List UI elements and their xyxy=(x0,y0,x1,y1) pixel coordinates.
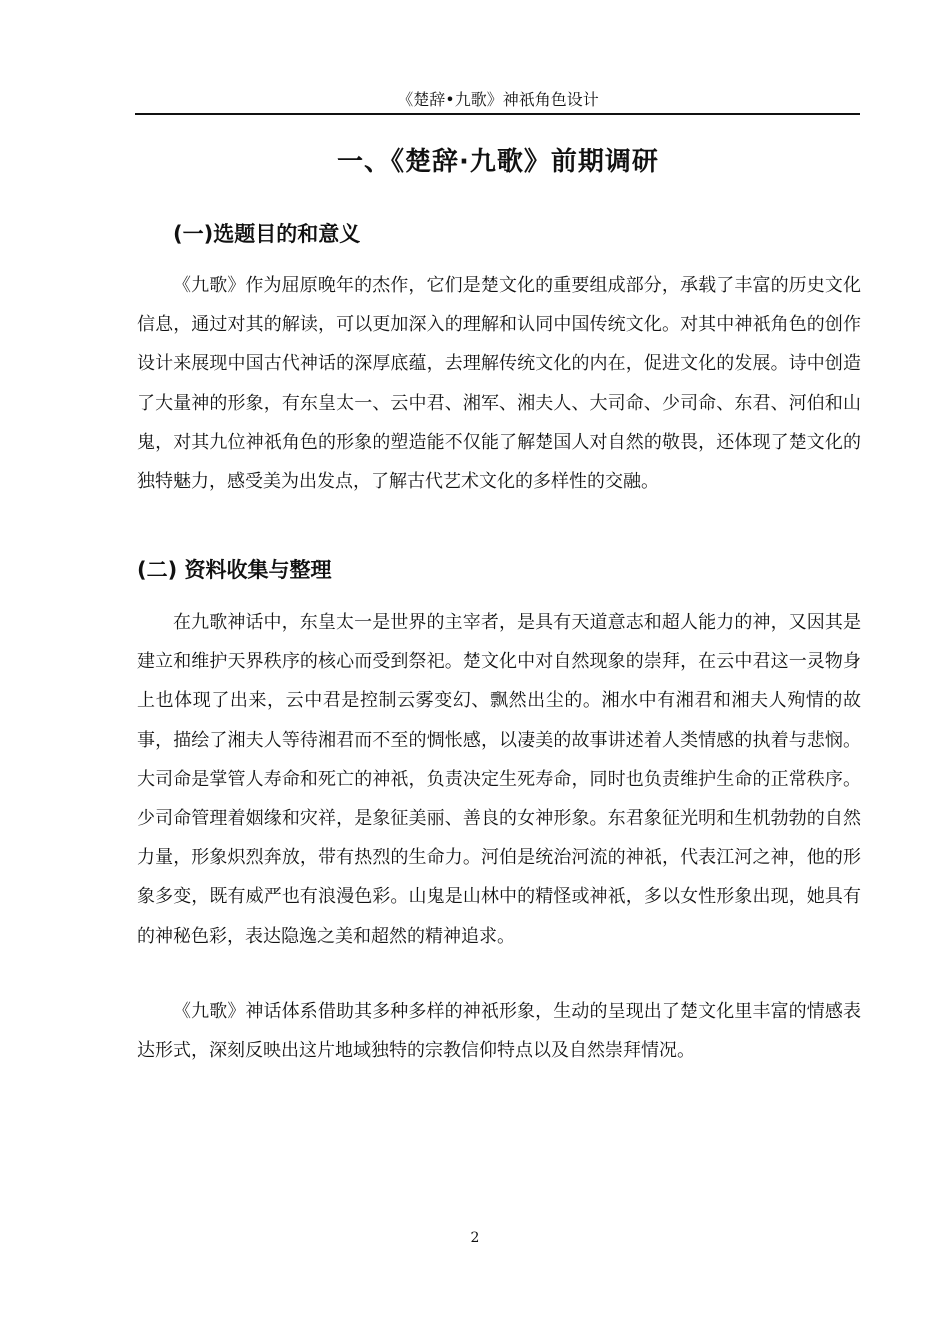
section-heading-1: (一)选题目的和意义 xyxy=(173,222,361,246)
running-header: 《楚辞•九歌》神祇角色设计 xyxy=(397,90,599,109)
chapter-title: 一、《楚辞·九歌》前期调研 xyxy=(337,147,659,177)
paragraph-1: 《九歌》作为屈原晚年的杰作，它们是楚文化的重要组成部分，承载了丰富的历史文化信息，通过对其的解读，可以更加深入的理解和认同中国传统文化。对其中神祇角色的创作设计来展现中国古代神话的深厚底蕴，去理解传统文化的内在，促进文化的发展。诗中创造了大量神的形象，有东皇太一、云中君、湘军、湘夫人、大司命、少司命、东君、河伯和山鬼，对其九位神祇角色的形象的塑造能不仅能了解楚国人对自然的敬畏，还体现了楚文化的独特魅力，感受美为出发点，了解古代艺术文化的多样性的交融。 xyxy=(137,275,861,493)
page-number: 2 xyxy=(470,1230,480,1246)
section-heading-2: (二) 资料收集与整理 xyxy=(137,558,332,582)
header-divider xyxy=(135,113,860,115)
paragraph-2: 在九歌神话中，东皇太一是世界的主宰者，是具有天道意志和超人能力的神，又因其是建立和维护天界秩序的核心而受到祭祀。楚文化中对自然现象的崇拜，在云中君这一灵物身上也体现了出来，云中君是控制云雾变幻、飘然出尘的。湘水中有湘君和湘夫人殉情的故事，描绘了湘夫人等待湘君而不至的惆怅感，以凄美的故事讲述着人类情感的执着与悲悯。大司命是掌管人寿命和死亡的神祇，负责决定生死寿命，同时也负责维护生命的正常秩序。少司命管理着姻缘和灾祥，是象征美丽、善良的女神形象。东君象征光明和生机勃勃的自然力量，形象炽烈奔放，带有热烈的生命力。河伯是统治河流的神祇，代表江河之神，他的形象多变，既有威严也有浪漫色彩。山鬼是山林中的精怪或神祇，多以女性形象出现，她具有的神秘色彩，表达隐逸之美和超然的精神追求。 xyxy=(137,612,861,947)
paragraph-3: 《九歌》神话体系借助其多种多样的神祇形象，生动的呈现出了楚文化里丰富的情感表达形式，深刻反映出这片地域独特的宗教信仰特点以及自然崇拜情况。 xyxy=(137,1001,861,1062)
